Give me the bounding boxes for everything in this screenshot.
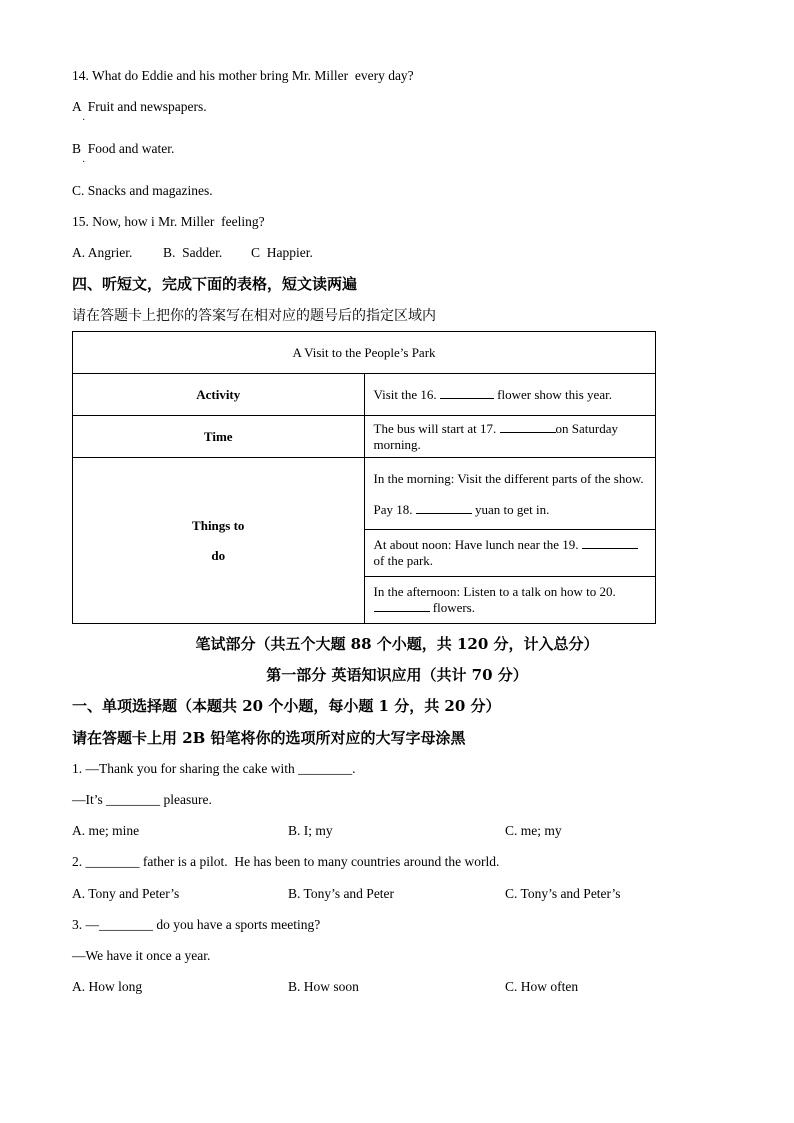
part-one-heading: 第一部分 英语知识应用（共计 70 分） — [266, 666, 528, 684]
question-15-option-c: C Happier. — [251, 245, 313, 260]
answer-blank-16 — [440, 398, 494, 399]
question-14-option-a: A Fruit and newspapers. — [72, 99, 207, 114]
activity-cell — [364, 374, 656, 416]
mc-question-2: 2. ________ father is a pilot. He has been to many countries around the world. — [72, 854, 500, 869]
mc-question-1-option-a: A. me; mine — [72, 823, 140, 838]
answer-blank-18 — [416, 513, 472, 514]
noon-cell — [364, 530, 656, 577]
afternoon-text-before: In the afternoon: Listen to a talk on how to 20. — [373, 584, 616, 599]
things-label-line1: Things to — [192, 517, 245, 533]
afternoon-text-after: flowers. — [429, 600, 475, 615]
option-dot: · — [82, 115, 86, 126]
mc-question-3: 3. —________ do you have a sports meeting? — [72, 917, 321, 932]
mc-question-1-response: —It’s ________ pleasure. — [72, 792, 212, 807]
written-part-heading: 笔试部分（共五个大题 88 个小题，共 120 分，计入总分） — [195, 635, 599, 653]
option-dot: · — [82, 157, 86, 168]
mc-question-1-option-b: B. I; my — [288, 823, 333, 838]
mc-question-3-option-a: A. How long — [72, 979, 143, 994]
section-four-title: 四、听短文，完成下面的表格，短文读两遍 — [72, 275, 358, 293]
time-label: Time — [73, 416, 365, 458]
question-15-option-b: B. Sadder. — [163, 245, 223, 260]
mc-question-1-option-c: C. me; my — [505, 823, 562, 838]
section-one-title: 一、单项选择题（本题共 20 个小题，每小题 1 分，共 20 分） — [72, 697, 501, 715]
things-to-do-label — [73, 458, 365, 624]
time-text-after: on Saturday morning. — [373, 420, 618, 452]
question-14-option-c: C. Snacks and magazines. — [72, 183, 213, 198]
mc-question-3-option-b: B. How soon — [288, 979, 359, 994]
time-text-before: The bus will start at 17. — [373, 420, 500, 436]
noon-text-before: At about noon: Have lunch near the 19. — [373, 537, 582, 552]
question-14-option-b: B Food and water. — [72, 141, 175, 156]
activity-text-after: flower show this year. — [493, 386, 612, 402]
answer-blank-19 — [582, 548, 638, 549]
morning-text-before: In the morning: Visit the different parts of the show. Pay 18. — [373, 470, 644, 517]
mc-question-3-option-c: C. How often — [505, 979, 579, 994]
question-15: 15. Now, how i Mr. Miller feeling? — [72, 214, 265, 229]
afternoon-cell — [364, 577, 656, 624]
mc-question-2-option-c: C. Tony’s and Peter’s — [505, 886, 621, 901]
question-14: 14. What do Eddie and his mother bring Mr. Miller every day? — [72, 68, 414, 83]
table-title: A Visit to the People’s Park — [73, 332, 656, 374]
activity-text-before: Visit the 16. — [373, 386, 440, 402]
answer-blank-20 — [374, 611, 430, 612]
mc-question-1: 1. —Thank you for sharing the cake with ________. — [72, 761, 356, 776]
mc-question-2-option-b: B. Tony’s and Peter — [288, 886, 395, 901]
things-label-line2: do — [211, 547, 226, 563]
time-cell — [364, 416, 656, 458]
mc-question-3-response: —We have it once a year. — [72, 948, 211, 963]
question-15-option-a: A. Angrier. — [72, 245, 133, 260]
visit-table — [72, 331, 656, 624]
activity-label: Activity — [73, 374, 365, 416]
noon-text-after: of the park. — [373, 553, 434, 568]
section-one-instruction: 请在答题卡上用 2B 铅笔将你的选项所对应的大写字母涂黑 — [72, 729, 466, 747]
mc-question-2-option-a: A. Tony and Peter’s — [72, 886, 180, 901]
section-four-instruction: 请在答题卡上把你的答案写在相对应的题号后的指定区域内 — [72, 308, 436, 324]
morning-text-after: yuan to get in. — [471, 501, 550, 517]
morning-cell — [364, 458, 656, 530]
answer-blank-17 — [500, 432, 556, 433]
